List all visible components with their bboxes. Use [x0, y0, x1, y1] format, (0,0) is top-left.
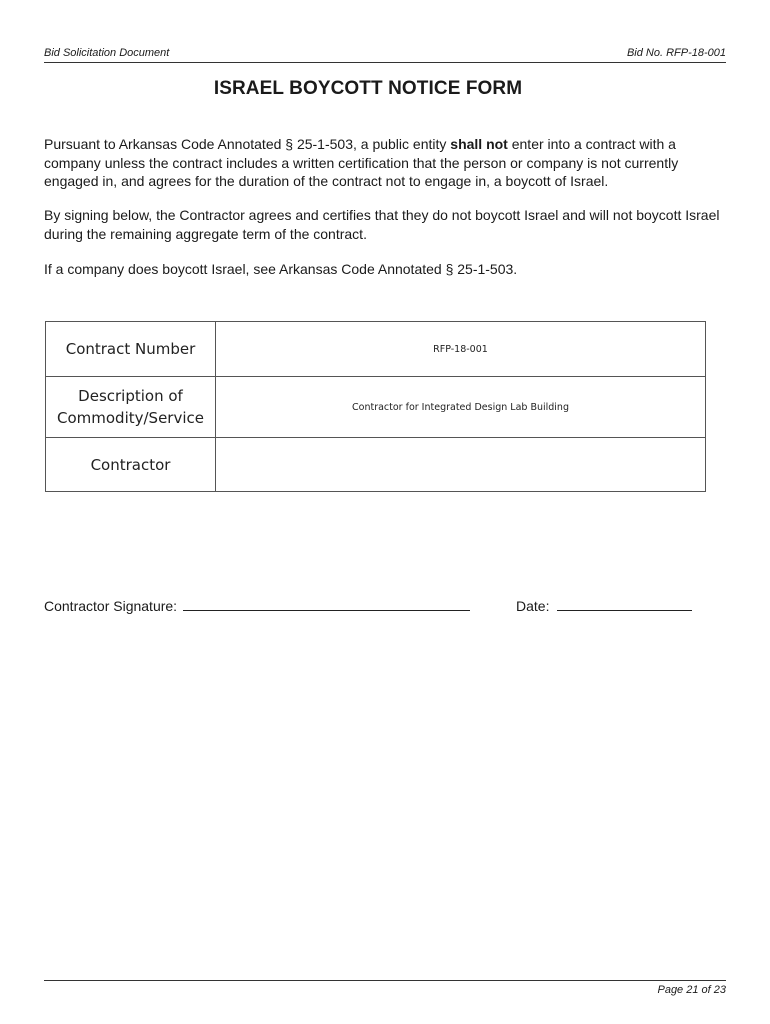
- form-title: ISRAEL BOYCOTT NOTICE FORM: [213, 78, 523, 99]
- contract-number-label: Contract Number: [46, 322, 216, 377]
- page-number: Page 21 of 23: [657, 984, 726, 996]
- date-label: Date:: [516, 598, 550, 614]
- description-label-line1: Description of: [78, 387, 183, 405]
- date-section: [516, 596, 692, 614]
- paragraph-certification: By signing below, the Contractor agrees and certifies that they do not boycott Israel and will not boycott Israel during the remaining aggregate term of the contract.: [44, 207, 720, 242]
- header-document-title: Bid Solicitation Document: [44, 47, 170, 59]
- header-bid-number: Bid No. RFP-18-001: [626, 47, 726, 59]
- table-row-contractor: [46, 438, 706, 492]
- table-row-description: [46, 377, 706, 438]
- statute-text-end: enter into a contract with a company unless the contract includes a written certification that the person or company is not currently engaged in, and agrees for the duration of the contract not to engage in, a boycott of Israel.: [44, 136, 679, 189]
- paragraph-boycott-reference: If a company does boycott Israel, see Arkansas Code Annotated § 25-1-503.: [44, 261, 518, 277]
- paragraph-statute: [44, 135, 734, 191]
- page-footer: [44, 980, 726, 996]
- statute-text-start: Pursuant to Arkansas Code Annotated § 25-1-503, a public entity: [44, 136, 451, 152]
- signature-label: Contractor Signature:: [44, 598, 178, 614]
- signature-section: [44, 596, 470, 614]
- contractor-label: Contractor: [46, 438, 216, 492]
- table-row-contract-number: [46, 322, 706, 377]
- signature-line[interactable]: [183, 596, 470, 611]
- contract-info-table: [45, 321, 706, 492]
- page-header: [44, 45, 726, 63]
- statute-emphasis: shall not: [450, 136, 508, 152]
- description-label-line2: Commodity/Service: [57, 409, 204, 427]
- description-value[interactable]: Contractor for Integrated Design Lab Building: [216, 377, 706, 438]
- description-label: [46, 377, 216, 438]
- contractor-value-field[interactable]: [216, 438, 706, 492]
- contract-number-value[interactable]: RFP-18-001: [216, 322, 706, 377]
- date-line[interactable]: [557, 596, 692, 611]
